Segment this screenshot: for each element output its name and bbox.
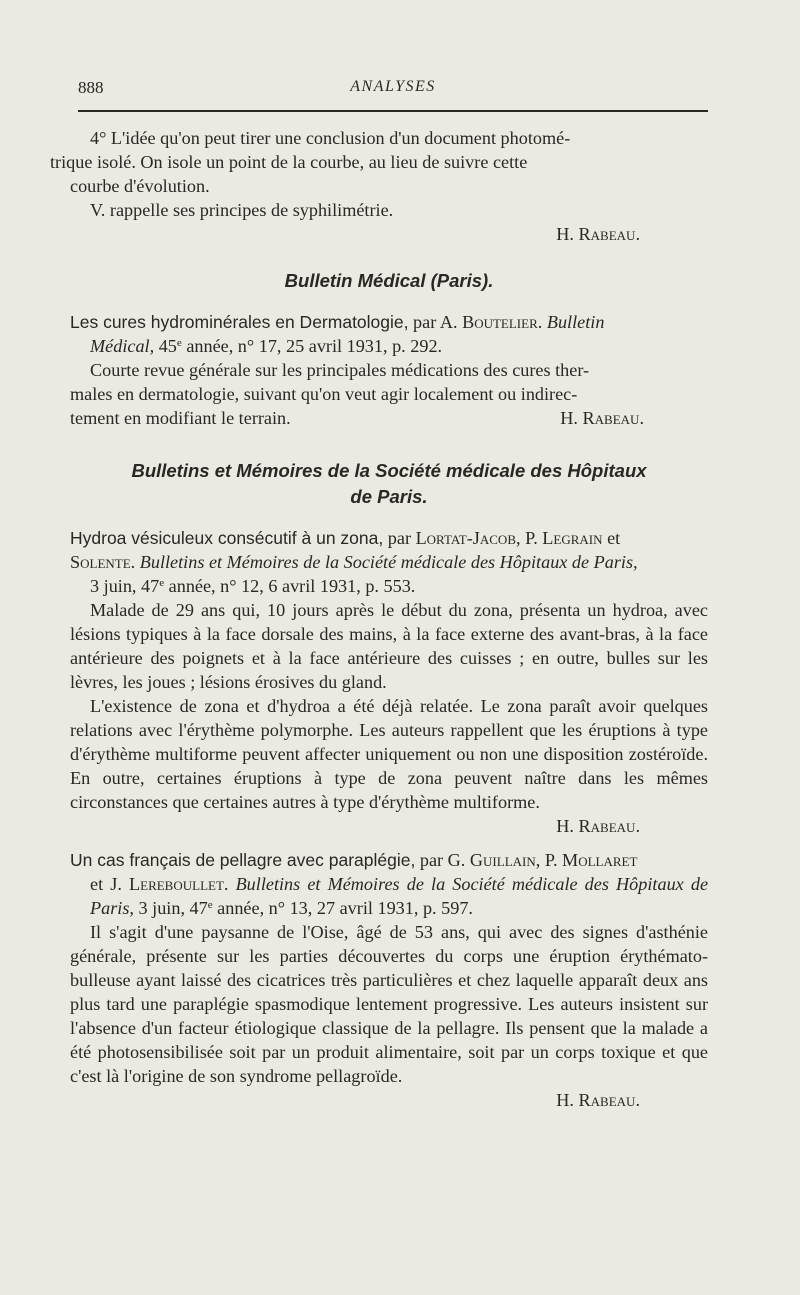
signature: H. Rabeau. <box>556 816 640 836</box>
header-rule <box>78 110 708 112</box>
recall-line: V. rappelle ses principes de syphilimétrie. <box>90 200 394 220</box>
article-reference: Hydroa vésiculeux consécutif à un zona, par Lortat-Jacob, P. Legrain et Solente. Bulletins et Mémoires de la Société médicale des Hôpitaux de Paris, 3 juin, 47e année, n° 12, 6 avril 1931, p. 553. <box>70 528 638 596</box>
signature: H. Rabeau. <box>556 224 640 244</box>
running-title: ANALYSES <box>350 78 436 95</box>
page-number: 888 <box>78 78 104 97</box>
article-title: Un cas français de pellagre avec paraplégie, <box>70 850 416 870</box>
journal-heading: Bulletin Médical (Paris). <box>284 270 494 291</box>
article-title: Les cures hydrominérales en Dermatologie, <box>70 312 409 332</box>
article-paragraph: L'existence de zona et d'hydroa a été déjà relatée. Le zona paraît avoir quelques relations avec l'érythème polymorphe. Les auteurs rappellent que les éruptions à type d'érythème multiforme peuvent affecter uniquement ou non une disposition zostéroïde. En outre, certaines éruptions à type de zona peuvent naître dans les mêmes circonstances que certaines autres à type d'érythème multiforme. <box>70 696 708 812</box>
running-header <box>78 76 708 100</box>
journal-heading: Bulletins et Mémoires de la Société médicale des Hôpitaux de Paris. <box>131 460 647 507</box>
article-body: Courte revue générale sur les principales médications des cures ther- males en dermatologie, suivant qu'on veut agir localement ou indirec- tement en modifiant le terrain. H. Rabeau. <box>70 360 644 428</box>
signature: H. Rabeau. <box>556 1090 640 1110</box>
article-paragraph: Malade de 29 ans qui, 10 jours après le début du zona, présenta un hydroa, avec lésions typiques à la face dorsale des mains, à la face externe des avant-bras, à la face antérieure des poignets et à la face antérieure des cuisses ; en outre, bulles sur les lèvres, les joues ; lésions érosives du gland. <box>70 600 708 692</box>
article-pellagre <box>70 848 708 1112</box>
article-reference: Un cas français de pellagre avec paraplégie, par G. Guillain, P. Mollaret et J. Lereboullet. Bulletins et Mémoires de la Société médicale des Hôpitaux de Paris, 3 juin, 47e année, n° 13, 27 avril 1931, p. 597. <box>70 850 709 918</box>
article-cures <box>70 310 708 430</box>
page-body <box>50 126 709 1112</box>
point-4: 4° L'idée qu'on peut tirer une conclusion d'un document photomé- trique isolé. On isole un point de la courbe, au lieu de suivre cette courbe d'évolution. <box>50 128 571 196</box>
article-hydroa <box>70 526 708 838</box>
intro-block <box>50 126 708 246</box>
article-paragraph: Il s'agit d'une paysanne de l'Oise, âgé de 53 ans, qui avec des signes d'asthénie générale, présente sur les parties découvertes du corps une éruption érythémato-bulleuse ayant laissé des cicatrices très particulières et chez laquelle apparaît deux ans plus tard une paraplégie spasmodique lentement progressive. Les auteurs insistent sur l'absence d'un facteur étiologique classique de la pellagre. Ils pensent que la malade a été photosensibilisée soit par un produit alimentaire, soit par un corps toxique et que c'est là l'origine de son syndrome pellagroïde. <box>70 922 708 1086</box>
article-title: Hydroa vésiculeux consécutif à un zona, <box>70 528 384 548</box>
article-reference: Les cures hydrominérales en Dermatologie, par A. Boutelier. Bulletin Médical, 45e année, n° 17, 25 avril 1931, p. 292. <box>70 312 605 356</box>
